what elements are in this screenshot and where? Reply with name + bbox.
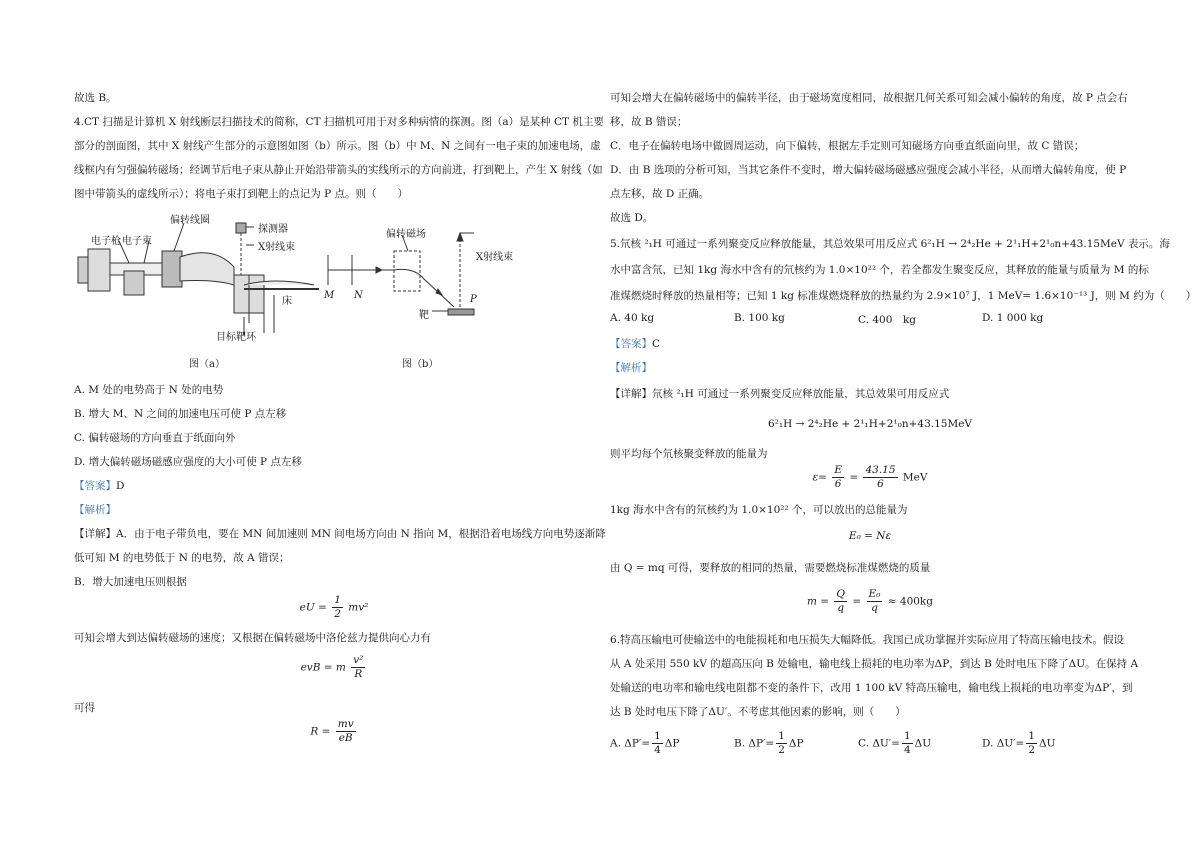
- q4-line-2: 部分的剖面图，其中 X 射线产生部分的示意图如图（b）所示。图（b）中 M、N 之间有一电子束的加速电场，虚: [74, 140, 601, 152]
- q5-answer: [610, 336, 1130, 352]
- q5-analysis-label: 【解析】: [610, 362, 652, 374]
- right-line-5: 点左移，故 D 正确。: [610, 188, 710, 200]
- answer-label: 【答案】: [74, 480, 116, 492]
- q6-option-d: D. ΔU′= $\frac{1}{2}$ ΔU: [982, 730, 1056, 756]
- q4-line-4: 图中带箭头的虚线所示）；将电子束打到靶上的点记为 P 点。则（ ）: [74, 188, 408, 200]
- fig-a-xray: X射线束: [258, 242, 296, 253]
- q4-option-c: C. 偏转磁场的方向垂直于纸面向外: [74, 432, 236, 444]
- keyi-text: 可得: [74, 702, 95, 714]
- reaction-equation: 6²₁H → 2⁴₂He + 2¹₁H+2¹₀n+43.15MeV: [768, 418, 972, 430]
- q4-line-1: 4.CT 扫描是计算机 X 射线断层扫描技术的简称，CT 扫描机可用于对多种病情的探测。图（a）是某种 CT 机主要: [74, 116, 604, 128]
- after-eq1-text: 可知会增大到达偏转磁场的速度；又根据在偏转磁场中洛伦兹力提供向心力有: [74, 632, 431, 644]
- q-line: 由 Q = mq 可得，要释放的相同的热量，需要燃烧标准煤燃烧的质量: [610, 562, 931, 574]
- equation-eu: eU = $\frac{1}{2}$ mv²: [299, 594, 369, 620]
- right-line-2: 移，故 B 错误；: [610, 116, 688, 128]
- q4-detail-2: 低可知 M 的电势低于 N 的电势，故 A 错误；: [74, 552, 290, 564]
- q5-option-c: C. 400 kg: [858, 314, 916, 326]
- avg-energy-line: 则平均每个氘核聚变释放的能量为: [610, 448, 768, 460]
- answer-value: D: [116, 480, 125, 492]
- equation-epsilon: ε= $\frac{E}{6}$ = $\frac{43.15}{6}$ MeV: [812, 464, 928, 490]
- q6-option-a: A. ΔP′= $\frac{1}{4}$ ΔP: [610, 730, 680, 756]
- q6-option-b: B. ΔP′= $\frac{1}{2}$ ΔP: [734, 730, 804, 756]
- q5-answer-label: 【答案】: [610, 338, 652, 350]
- fig-b-n: N: [354, 290, 363, 301]
- fig-a-detector: 探测器: [258, 224, 288, 235]
- q4-analysis-label: 【解析】: [74, 504, 116, 516]
- q4-detail-3: B．增大加速电压则根据: [74, 576, 187, 588]
- fig-b-target: 靶: [419, 310, 429, 321]
- q4-line-3: 线框内有匀强偏转磁场；经调节后电子束从静止开始沿带箭头的实线所示的方向前进，打到靶上，产生 X 射线（如: [74, 164, 603, 176]
- q4-answer: [74, 478, 594, 494]
- equation-r: R = $\frac{mv}{eB}$: [310, 718, 354, 744]
- fig-b-xray: X射线束: [476, 252, 514, 263]
- q5-line-3: 准煤燃烧时释放的热量相等；已知 1 kg 标准煤燃烧释放的热量约为 2.9×10⁷ J，1 MeV= 1.6×10⁻¹³ J，则 M 约为（ ）: [610, 290, 1197, 302]
- right-line-3: C．电子在偏转电场中做圆周运动，向下偏转，根据左手定则可知磁场方向垂直纸面向里，故 C 错误；: [610, 140, 1085, 152]
- q5-line-2: 水中富含氘，已知 1kg 海水中含有的氘核约为 1.0×10²² 个，若全都发生聚变反应，其释放的能量与质量为 M 的标: [610, 264, 1149, 276]
- kg-line: 1kg 海水中含有的氘核约为 1.0×10²² 个，可以放出的总能量为: [610, 504, 908, 516]
- equation-evb: evB = m $\frac{\text{v²}}{R}$: [300, 654, 364, 680]
- intro-text: 故选 B。: [74, 92, 117, 104]
- fig-b-label: 图（b）: [402, 359, 439, 370]
- fig-b-p: P: [470, 294, 477, 305]
- q5-answer-value: C: [652, 338, 661, 350]
- fig-a-coil: 偏转线圈: [170, 215, 210, 226]
- equation-m: m = $\frac{Q}{q}$ = $\frac{\text{E₀}}{q}$ ≈ 400kg: [806, 588, 934, 614]
- fig-a-target-ring: 目标靶环: [216, 332, 256, 343]
- fig-a-bed: 床: [282, 296, 292, 307]
- q6-line-4: 达 B 处时电压下降了ΔU′。不考虑其他因素的影响，则（ ）: [610, 706, 906, 718]
- right-line-1: 可知会增大在偏转磁场中的偏转半径，由于磁场宽度相同，故根据几何关系可知会减小偏转的角度，故 P 点会右: [610, 92, 1128, 104]
- right-line-4: D．由 B 选项的分析可知，当其它条件不变时，增大偏转磁场磁感应强度会减小半径，从而增大偏转角度，使 P: [610, 164, 1127, 176]
- q5-detail-1: 【详解】氘核 ²₁H 可通过一系列聚变反应释放能量，其总效果可用反应式: [610, 388, 950, 400]
- q5-option-a: A. 40 kg: [610, 312, 655, 324]
- q6-line-2: 从 A 处采用 550 kV 的超高压向 B 处输电，输电线上损耗的电功率为ΔP，到达 B 处时电压下降了ΔU。在保持 A: [610, 658, 1139, 670]
- fig-b-field: 偏转磁场: [386, 229, 426, 240]
- q4-option-a: A. M 处的电势高于 N 处的电势: [74, 384, 224, 396]
- q4-detail-1: 【详解】A．由于电子带负电，要在 MN 间加速则 MN 间电场方向由 N 指向 M，根据沿着电场线方向电势逐渐降: [74, 528, 606, 540]
- equation-e0: E₀ = Nε: [848, 530, 892, 542]
- q6-line-1: 6.特高压输电可使输送中的电能损耗和电压损失大幅降低。我国已成功掌握并实际应用了特高压输电技术。假设: [610, 634, 1125, 646]
- q5-option-d: D. 1 000 kg: [982, 312, 1044, 324]
- q5-option-b: B. 100 kg: [734, 312, 785, 324]
- fig-b-m: M: [324, 290, 335, 301]
- q5-line-1: 5.氘核 ²₁H 可通过一系列聚变反应释放能量，其总效果可用反应式 6²₁H → 2⁴₂He + 2¹₁H+2¹₀n+43.15MeV 表示。海: [610, 238, 1170, 250]
- fig-a-electron-beam: 电子束: [122, 236, 152, 247]
- q4-option-d: D. 增大偏转磁场磁感应强度的大小可使 P 点左移: [74, 456, 302, 468]
- q4-option-b: B. 增大 M、N 之间的加速电压可使 P 点左移: [74, 408, 287, 420]
- q6-option-c: C. ΔU′= $\frac{1}{4}$ ΔU: [858, 730, 932, 756]
- fig-a-electron-gun: 电子枪: [91, 236, 121, 247]
- fig-a-label: 图（a）: [189, 359, 225, 370]
- right-line-6: 故选 D。: [610, 212, 654, 224]
- q6-line-3: 处输送的电功率和输电线电阻都不变的条件下，改用 1 100 kV 特高压输电，输电线上损耗的电功率变为ΔP′，到: [610, 682, 1133, 694]
